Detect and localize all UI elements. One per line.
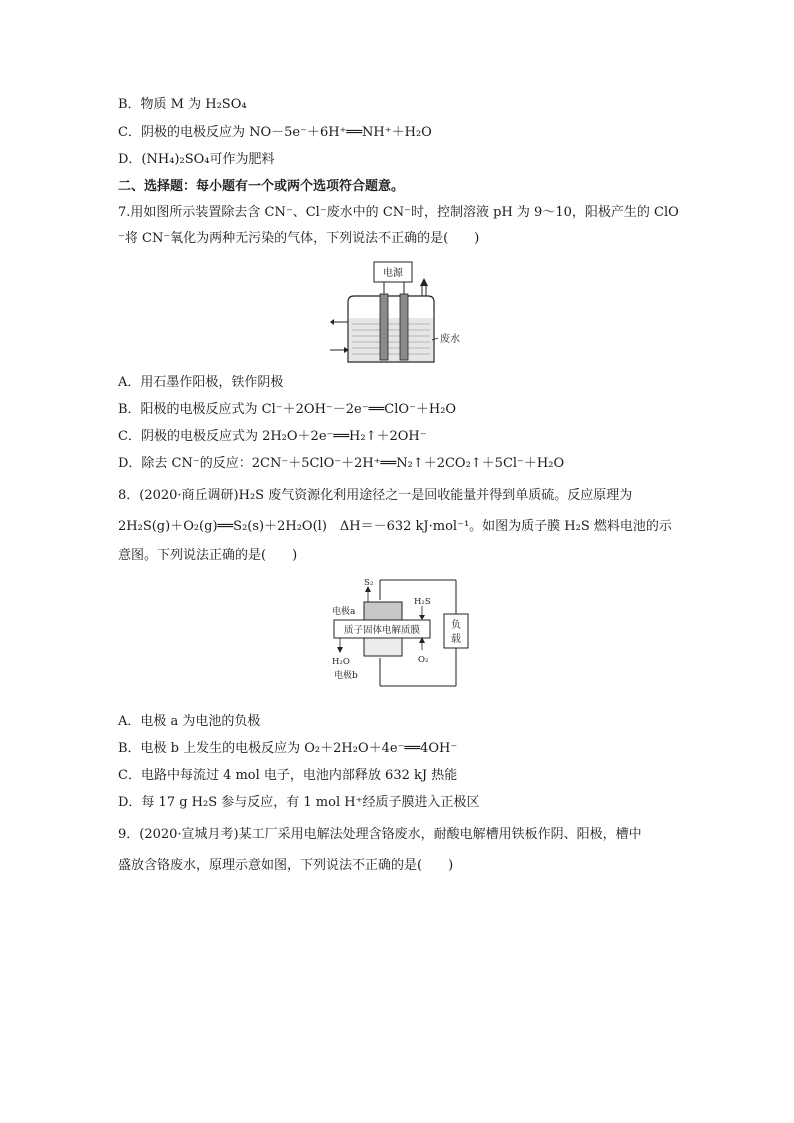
power-source-label: 电源 (383, 268, 403, 279)
q8-stem-line3: 意图。下列说法正确的是( ) (118, 548, 298, 563)
q9-stem-line1: 9．(2020·宣城月考)某工厂采用电解法处理含铬废水，耐酸电解槽用铁板作阴、阳极，槽中 (118, 827, 642, 842)
h2s-label: H₂S (414, 597, 431, 607)
wastewater-label: 废水 (440, 334, 460, 345)
electrode-a-label: 电极a (332, 607, 356, 617)
q7-option-d: D．除去 CN⁻的反应：2CN⁻＋5ClO⁻＋2H⁺══N₂↑＋2CO₂↑＋5Cl⁻＋H₂O (118, 456, 565, 471)
fuel-cell-figure (330, 574, 480, 694)
q7-option-b: B．阳极的电极反应式为 Cl⁻＋2OH⁻－2e⁻══ClO⁻＋H₂O (118, 402, 457, 417)
q9-stem-line2: 盛放含铬废水，原理示意如图，下列说法不正确的是( ) (118, 858, 454, 873)
electrode-b-label: 电极b (334, 671, 358, 681)
h2o-out-arrow-icon (337, 647, 343, 653)
h2o-label: H₂O (332, 657, 350, 667)
q8-stem-line2: 2H₂S(g)＋O₂(g)══S₂(s)＋2H₂O(l) ΔH＝－632 kJ·mol⁻¹。如图为质子膜 H₂S 燃料电池的示 (118, 519, 672, 534)
q7-option-a: A．用石墨作阳极，铁作阴极 (118, 375, 284, 390)
q8-option-d: D．每 17 g H₂S 参与反应，有 1 mol H⁺经质子膜进入正极区 (118, 795, 480, 810)
electrolysis-cell-figure (330, 258, 470, 370)
outflow-arrow-icon (330, 319, 334, 325)
h2s-in-arrow-icon (419, 615, 425, 620)
q7-stem-line1: 7.用如图所示装置除去含 CN⁻、Cl⁻废水中的 CN⁻时，控制溶液 pH 为 9～10，阳极产生的 ClO (118, 205, 679, 220)
section-heading: 二、选择题：每小题有一个或两个选项符合题意。 (118, 179, 405, 194)
o2-label: O₂ (418, 655, 429, 665)
q6-option-d: D．(NH₄)₂SO₄可作为肥料 (118, 152, 275, 167)
q6-option-c: C．阴极的电极反应为 NO－5e⁻＋6H⁺══NH⁺＋H₂O (118, 125, 432, 140)
load-label-top: 负 (451, 620, 461, 631)
q8-option-a: A．电极 a 为电池的负极 (118, 714, 261, 729)
q8-option-b: B．电极 b 上发生的电极反应为 O₂＋2H₂O＋4e⁻══4OH⁻ (118, 741, 458, 756)
s2-label: S₂ (364, 578, 374, 588)
membrane-label: 质子固体电解质膜 (343, 625, 421, 636)
q8-stem-line1: 8．(2020·商丘调研)H₂S 废气资源化利用途径之一是回收能量并得到单质硫。反应原理为 (118, 488, 633, 503)
load-label-bottom: 载 (451, 634, 461, 645)
gas-outlet-arrow-icon (420, 278, 428, 286)
q8-option-c: C．电路中每流过 4 mol 电子，电池内部释放 632 kJ 热能 (118, 768, 458, 783)
q6-option-b: B．物质 M 为 H₂SO₄ (118, 97, 247, 112)
q7-stem-line2: ⁻将 CN⁻氧化为两种无污染的气体，下列说法不正确的是( ) (118, 231, 480, 246)
q7-option-c: C．阴极的电极反应式为 2H₂O＋2e⁻══H₂↑＋2OH⁻ (118, 429, 427, 444)
